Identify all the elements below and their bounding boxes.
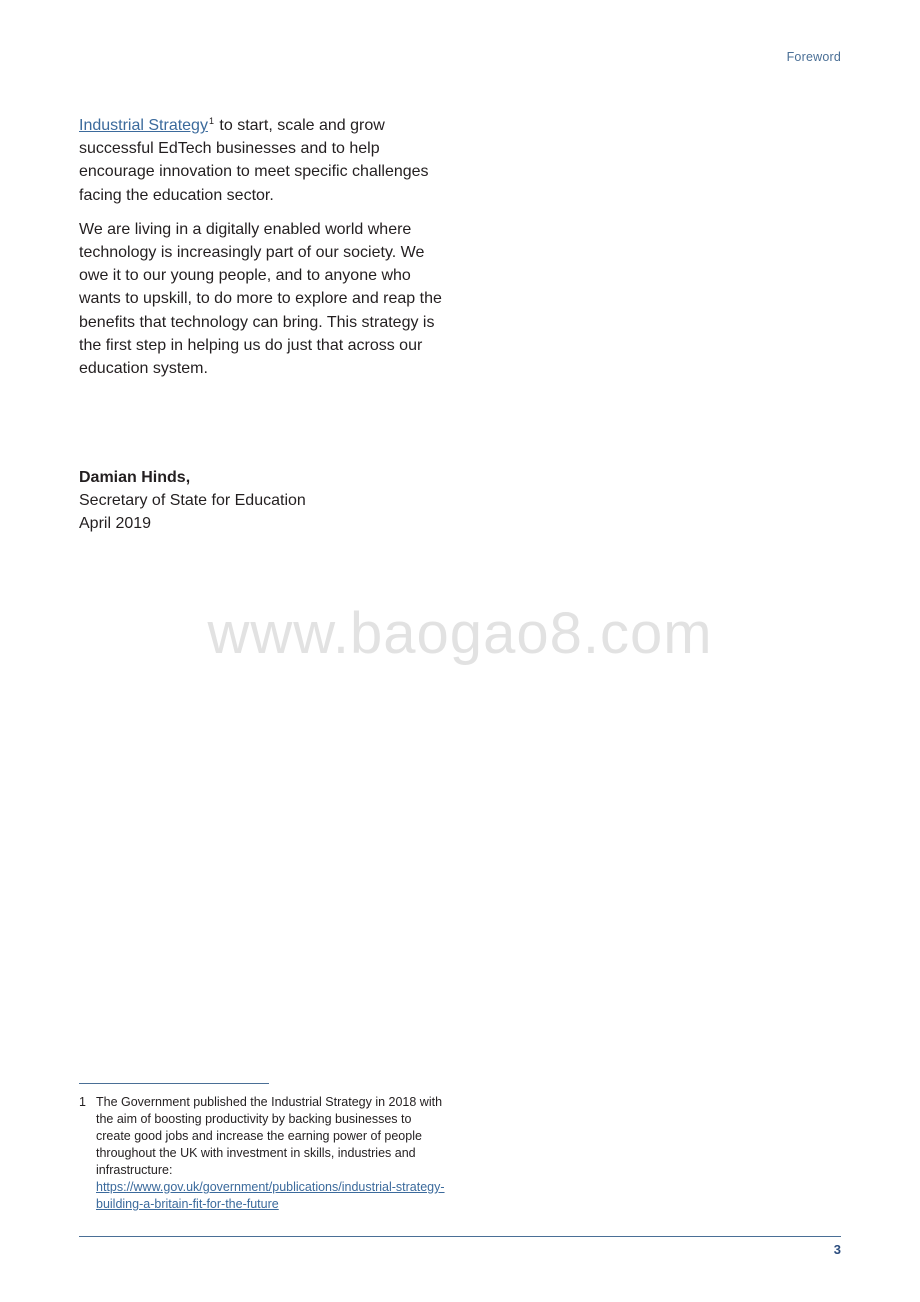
footnote-number: 1 — [79, 1095, 86, 1109]
signature-block — [79, 466, 306, 536]
industrial-strategy-link[interactable]: Industrial Strategy — [79, 117, 208, 134]
paragraph-2: We are living in a digitally enabled world where technology is increasingly part of our society. We owe it to our young people, and to anyone who wants to upskill, to do more to explore and reap the benefits that technology can bring. This strategy is the first step in helping us do just that across our education system. — [79, 220, 442, 378]
footer-divider — [79, 1236, 841, 1237]
footnote — [79, 1094, 449, 1213]
running-header-section: Foreword — [786, 50, 841, 64]
paragraph-1-text: to start, scale and grow successful EdTech businesses and to help encourage innovation to meet specific challenges facing the education sector. — [79, 117, 429, 204]
signatory-name: Damian Hinds, — [79, 469, 191, 486]
page-number: 3 — [833, 1242, 841, 1257]
footnote-text — [96, 1094, 449, 1213]
footnote-body: The Government published the Industrial Strategy in 2018 with the aim of boosting productivity by backing businesses to create good jobs and increase the earning power of people throughout the UK with investment in skills, industries and infrastructure: — [96, 1095, 443, 1177]
signatory-role: Secretary of State for Education — [79, 492, 306, 510]
footnote-url-link[interactable]: https://www.gov.uk/government/publications/industrial-strategy-building-a-britain-fit-for-the-future — [96, 1180, 445, 1211]
footnote-divider — [79, 1083, 269, 1084]
watermark: www.baogao8.com — [207, 601, 713, 666]
footnote-reference[interactable]: 1 — [208, 116, 214, 126]
paragraph-1 — [79, 114, 451, 207]
signature-date: April 2019 — [79, 515, 152, 533]
foreword-body — [79, 114, 451, 391]
